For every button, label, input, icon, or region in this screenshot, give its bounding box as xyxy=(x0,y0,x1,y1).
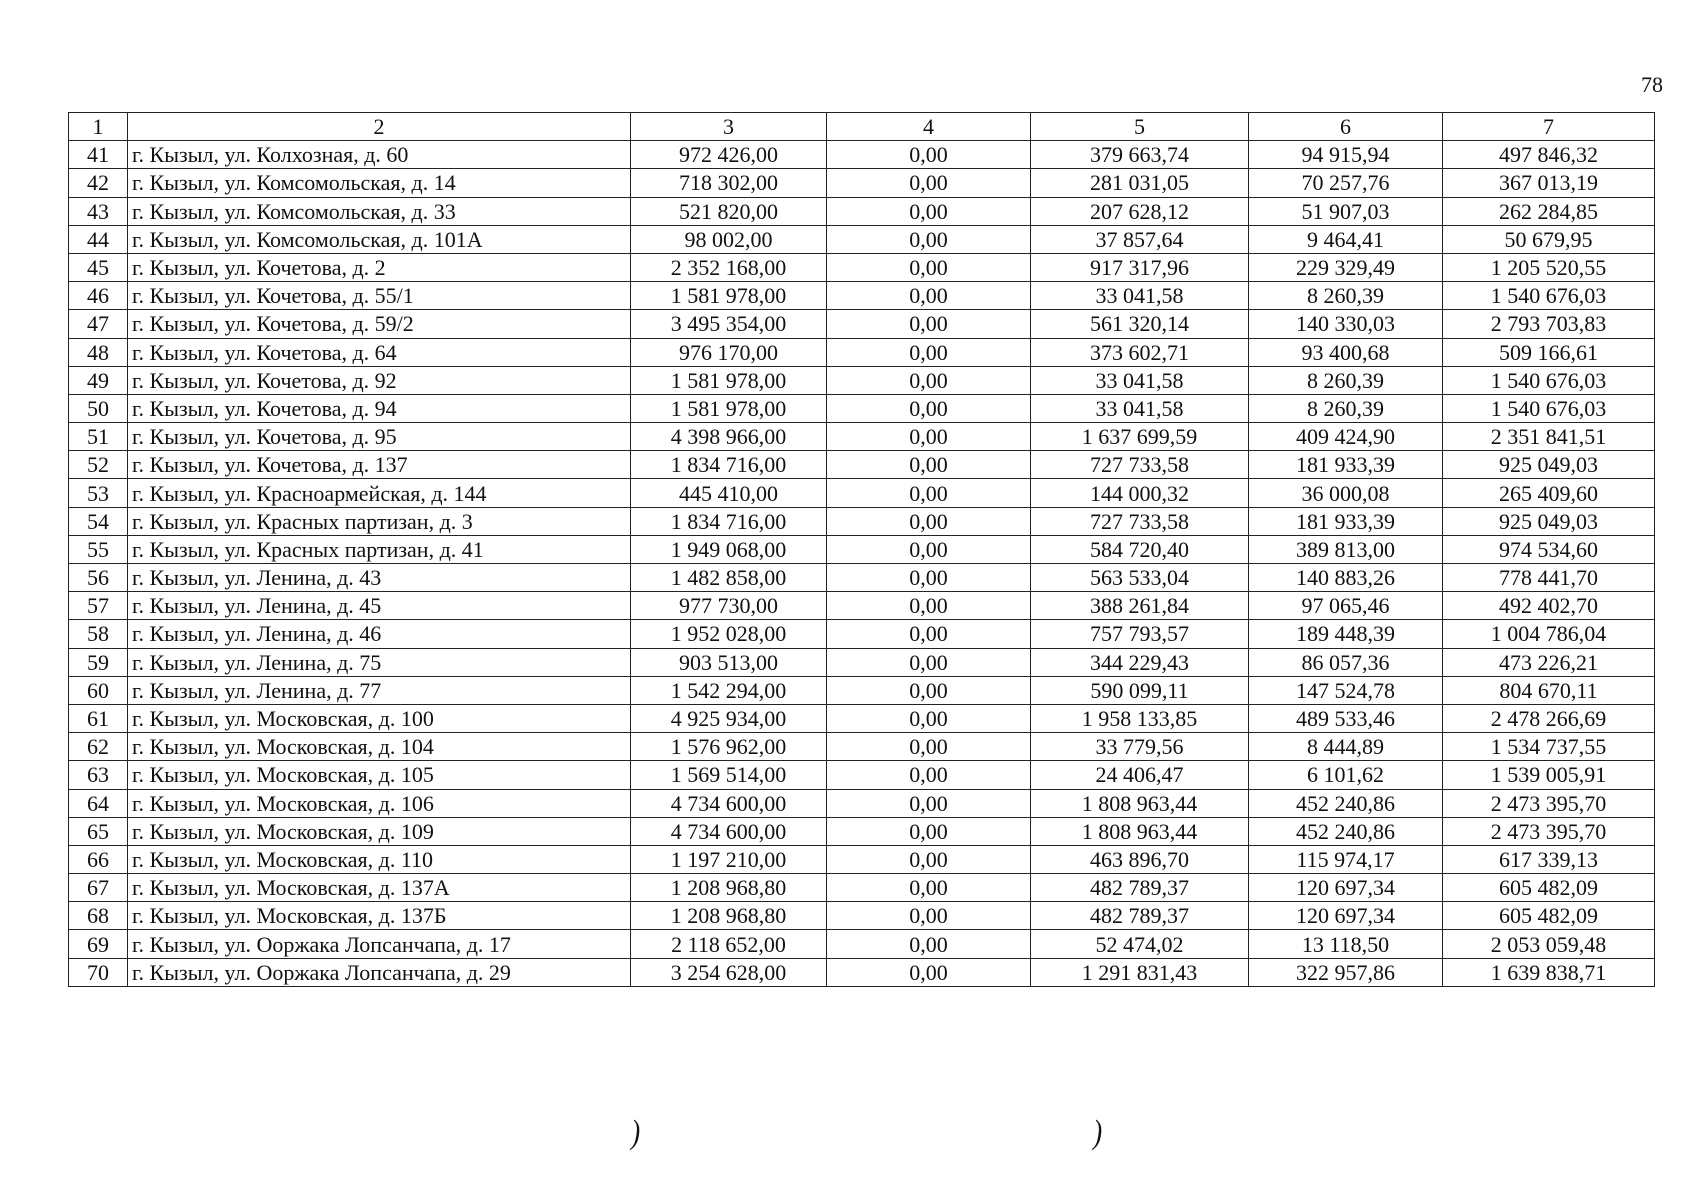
value-col-3-cell: 1 208 968,80 xyxy=(631,874,827,902)
value-col-5-cell: 373 602,71 xyxy=(1031,338,1249,366)
value-col-7-cell: 1 540 676,03 xyxy=(1443,366,1655,394)
value-col-3-cell: 903 513,00 xyxy=(631,648,827,676)
value-col-7-cell: 778 441,70 xyxy=(1443,564,1655,592)
value-col-6-cell: 36 000,08 xyxy=(1249,479,1443,507)
address-cell: г. Кызыл, ул. Красноармейская, д. 144 xyxy=(128,479,631,507)
table-row xyxy=(69,451,1655,479)
address-cell: г. Кызыл, ул. Комсомольская, д. 101А xyxy=(128,225,631,253)
row-number-cell: 67 xyxy=(69,874,128,902)
table-row xyxy=(69,817,1655,845)
row-number-cell: 49 xyxy=(69,366,128,394)
row-number-cell: 50 xyxy=(69,394,128,422)
value-col-5-cell: 561 320,14 xyxy=(1031,310,1249,338)
value-col-5-cell: 1 291 831,43 xyxy=(1031,958,1249,986)
value-col-5-cell: 144 000,32 xyxy=(1031,479,1249,507)
value-col-5-cell: 388 261,84 xyxy=(1031,592,1249,620)
row-number-cell: 54 xyxy=(69,507,128,535)
value-col-4-cell: 0,00 xyxy=(827,874,1031,902)
value-col-5-cell: 1 637 699,59 xyxy=(1031,423,1249,451)
address-cell: г. Кызыл, ул. Ленина, д. 75 xyxy=(128,648,631,676)
row-number-cell: 61 xyxy=(69,704,128,732)
value-col-5-cell: 33 779,56 xyxy=(1031,733,1249,761)
address-cell: г. Кызыл, ул. Московская, д. 137Б xyxy=(128,902,631,930)
value-col-4-cell: 0,00 xyxy=(827,592,1031,620)
value-col-4-cell: 0,00 xyxy=(827,394,1031,422)
value-col-7-cell: 2 351 841,51 xyxy=(1443,423,1655,451)
value-col-5-cell: 1 808 963,44 xyxy=(1031,817,1249,845)
address-cell: г. Кызыл, ул. Комсомольская, д. 33 xyxy=(128,197,631,225)
value-col-6-cell: 94 915,94 xyxy=(1249,141,1443,169)
value-col-7-cell: 1 539 005,91 xyxy=(1443,761,1655,789)
table-row xyxy=(69,535,1655,563)
value-col-6-cell: 452 240,86 xyxy=(1249,789,1443,817)
value-col-6-cell: 120 697,34 xyxy=(1249,902,1443,930)
column-header-7: 7 xyxy=(1443,113,1655,141)
value-col-4-cell: 0,00 xyxy=(827,169,1031,197)
table-row xyxy=(69,507,1655,535)
value-col-4-cell: 0,00 xyxy=(827,282,1031,310)
address-cell: г. Кызыл, ул. Комсомольская, д. 14 xyxy=(128,169,631,197)
value-col-6-cell: 93 400,68 xyxy=(1249,338,1443,366)
value-col-4-cell: 0,00 xyxy=(827,902,1031,930)
value-col-7-cell: 2 793 703,83 xyxy=(1443,310,1655,338)
value-col-5-cell: 281 031,05 xyxy=(1031,169,1249,197)
value-col-7-cell: 367 013,19 xyxy=(1443,169,1655,197)
table-row xyxy=(69,394,1655,422)
table-row xyxy=(69,620,1655,648)
value-col-4-cell: 0,00 xyxy=(827,197,1031,225)
value-col-6-cell: 389 813,00 xyxy=(1249,535,1443,563)
row-number-cell: 59 xyxy=(69,648,128,676)
address-cell: г. Кызыл, ул. Московская, д. 104 xyxy=(128,733,631,761)
value-col-5-cell: 52 474,02 xyxy=(1031,930,1249,958)
value-col-7-cell: 2 053 059,48 xyxy=(1443,930,1655,958)
value-col-7-cell: 473 226,21 xyxy=(1443,648,1655,676)
column-header-4: 4 xyxy=(827,113,1031,141)
row-number-cell: 68 xyxy=(69,902,128,930)
address-cell: г. Кызыл, ул. Кочетова, д. 2 xyxy=(128,253,631,281)
value-col-6-cell: 70 257,76 xyxy=(1249,169,1443,197)
address-cell: г. Кызыл, ул. Кочетова, д. 55/1 xyxy=(128,282,631,310)
value-col-3-cell: 1 581 978,00 xyxy=(631,394,827,422)
value-col-5-cell: 344 229,43 xyxy=(1031,648,1249,676)
value-col-7-cell: 1 534 737,55 xyxy=(1443,733,1655,761)
table-row xyxy=(69,141,1655,169)
address-cell: г. Кызыл, ул. Ооржака Лопсанчапа, д. 17 xyxy=(128,930,631,958)
row-number-cell: 52 xyxy=(69,451,128,479)
value-col-3-cell: 3 254 628,00 xyxy=(631,958,827,986)
value-col-7-cell: 617 339,13 xyxy=(1443,845,1655,873)
value-col-3-cell: 2 352 168,00 xyxy=(631,253,827,281)
value-col-7-cell: 925 049,03 xyxy=(1443,451,1655,479)
value-col-7-cell: 605 482,09 xyxy=(1443,902,1655,930)
value-col-4-cell: 0,00 xyxy=(827,366,1031,394)
value-col-4-cell: 0,00 xyxy=(827,648,1031,676)
row-number-cell: 48 xyxy=(69,338,128,366)
address-cell: г. Кызыл, ул. Колхозная, д. 60 xyxy=(128,141,631,169)
value-col-3-cell: 1 581 978,00 xyxy=(631,282,827,310)
value-col-4-cell: 0,00 xyxy=(827,507,1031,535)
value-col-6-cell: 147 524,78 xyxy=(1249,676,1443,704)
row-number-cell: 63 xyxy=(69,761,128,789)
value-col-3-cell: 1 197 210,00 xyxy=(631,845,827,873)
value-col-6-cell: 120 697,34 xyxy=(1249,874,1443,902)
value-col-5-cell: 917 317,96 xyxy=(1031,253,1249,281)
value-col-4-cell: 0,00 xyxy=(827,620,1031,648)
value-col-6-cell: 8 260,39 xyxy=(1249,394,1443,422)
table-row xyxy=(69,902,1655,930)
table-row xyxy=(69,676,1655,704)
address-cell: г. Кызыл, ул. Кочетова, д. 137 xyxy=(128,451,631,479)
value-col-3-cell: 4 925 934,00 xyxy=(631,704,827,732)
value-col-7-cell: 925 049,03 xyxy=(1443,507,1655,535)
value-col-6-cell: 13 118,50 xyxy=(1249,930,1443,958)
value-col-5-cell: 24 406,47 xyxy=(1031,761,1249,789)
value-col-3-cell: 1 542 294,00 xyxy=(631,676,827,704)
row-number-cell: 62 xyxy=(69,733,128,761)
value-col-5-cell: 463 896,70 xyxy=(1031,845,1249,873)
table-row xyxy=(69,958,1655,986)
value-col-4-cell: 0,00 xyxy=(827,310,1031,338)
value-col-3-cell: 1 949 068,00 xyxy=(631,535,827,563)
address-cell: г. Кызыл, ул. Московская, д. 110 xyxy=(128,845,631,873)
value-col-4-cell: 0,00 xyxy=(827,958,1031,986)
row-number-cell: 64 xyxy=(69,789,128,817)
value-col-6-cell: 322 957,86 xyxy=(1249,958,1443,986)
row-number-cell: 65 xyxy=(69,817,128,845)
row-number-cell: 70 xyxy=(69,958,128,986)
value-col-7-cell: 2 478 266,69 xyxy=(1443,704,1655,732)
table-row xyxy=(69,197,1655,225)
table-row xyxy=(69,479,1655,507)
value-col-5-cell: 379 663,74 xyxy=(1031,141,1249,169)
column-header-2: 2 xyxy=(128,113,631,141)
row-number-cell: 42 xyxy=(69,169,128,197)
value-col-4-cell: 0,00 xyxy=(827,704,1031,732)
row-number-cell: 44 xyxy=(69,225,128,253)
row-number-cell: 56 xyxy=(69,564,128,592)
value-col-4-cell: 0,00 xyxy=(827,845,1031,873)
table-row xyxy=(69,366,1655,394)
value-col-4-cell: 0,00 xyxy=(827,423,1031,451)
table-body xyxy=(69,141,1655,987)
value-col-3-cell: 1 208 968,80 xyxy=(631,902,827,930)
value-col-5-cell: 33 041,58 xyxy=(1031,282,1249,310)
address-cell: г. Кызыл, ул. Кочетова, д. 95 xyxy=(128,423,631,451)
value-col-6-cell: 6 101,62 xyxy=(1249,761,1443,789)
row-number-cell: 53 xyxy=(69,479,128,507)
value-col-6-cell: 181 933,39 xyxy=(1249,451,1443,479)
value-col-3-cell: 4 398 966,00 xyxy=(631,423,827,451)
value-col-7-cell: 509 166,61 xyxy=(1443,338,1655,366)
value-col-7-cell: 492 402,70 xyxy=(1443,592,1655,620)
value-col-7-cell: 804 670,11 xyxy=(1443,676,1655,704)
value-col-5-cell: 727 733,58 xyxy=(1031,507,1249,535)
value-col-4-cell: 0,00 xyxy=(827,253,1031,281)
value-col-5-cell: 482 789,37 xyxy=(1031,874,1249,902)
value-col-4-cell: 0,00 xyxy=(827,479,1031,507)
table-row xyxy=(69,733,1655,761)
value-col-5-cell: 207 628,12 xyxy=(1031,197,1249,225)
value-col-6-cell: 97 065,46 xyxy=(1249,592,1443,620)
value-col-4-cell: 0,00 xyxy=(827,733,1031,761)
row-number-cell: 41 xyxy=(69,141,128,169)
row-number-cell: 60 xyxy=(69,676,128,704)
address-cell: г. Кызыл, ул. Красных партизан, д. 3 xyxy=(128,507,631,535)
value-col-6-cell: 51 907,03 xyxy=(1249,197,1443,225)
value-col-7-cell: 265 409,60 xyxy=(1443,479,1655,507)
value-col-5-cell: 584 720,40 xyxy=(1031,535,1249,563)
value-col-6-cell: 8 444,89 xyxy=(1249,733,1443,761)
row-number-cell: 46 xyxy=(69,282,128,310)
table-row xyxy=(69,874,1655,902)
value-col-6-cell: 229 329,49 xyxy=(1249,253,1443,281)
value-col-7-cell: 605 482,09 xyxy=(1443,874,1655,902)
value-col-3-cell: 972 426,00 xyxy=(631,141,827,169)
value-col-3-cell: 1 576 962,00 xyxy=(631,733,827,761)
value-col-6-cell: 140 330,03 xyxy=(1249,310,1443,338)
value-col-6-cell: 189 448,39 xyxy=(1249,620,1443,648)
handwritten-mark: ) xyxy=(631,1114,641,1151)
address-cell: г. Кызыл, ул. Ооржака Лопсанчапа, д. 29 xyxy=(128,958,631,986)
value-col-3-cell: 4 734 600,00 xyxy=(631,817,827,845)
value-col-7-cell: 1 205 520,55 xyxy=(1443,253,1655,281)
value-col-4-cell: 0,00 xyxy=(827,817,1031,845)
value-col-3-cell: 521 820,00 xyxy=(631,197,827,225)
address-cell: г. Кызыл, ул. Кочетова, д. 64 xyxy=(128,338,631,366)
header-row xyxy=(69,113,1655,141)
table-row xyxy=(69,253,1655,281)
table-row xyxy=(69,564,1655,592)
value-col-3-cell: 1 569 514,00 xyxy=(631,761,827,789)
table-row xyxy=(69,592,1655,620)
table-row xyxy=(69,930,1655,958)
value-col-6-cell: 8 260,39 xyxy=(1249,282,1443,310)
value-col-4-cell: 0,00 xyxy=(827,141,1031,169)
table-row xyxy=(69,648,1655,676)
handwritten-mark: ) xyxy=(1093,1114,1103,1151)
table-row xyxy=(69,310,1655,338)
value-col-7-cell: 1 004 786,04 xyxy=(1443,620,1655,648)
table-row xyxy=(69,704,1655,732)
value-col-7-cell: 974 534,60 xyxy=(1443,535,1655,563)
value-col-4-cell: 0,00 xyxy=(827,676,1031,704)
value-col-4-cell: 0,00 xyxy=(827,789,1031,817)
value-col-5-cell: 757 793,57 xyxy=(1031,620,1249,648)
value-col-6-cell: 140 883,26 xyxy=(1249,564,1443,592)
column-header-1: 1 xyxy=(69,113,128,141)
value-col-4-cell: 0,00 xyxy=(827,535,1031,563)
value-col-6-cell: 181 933,39 xyxy=(1249,507,1443,535)
value-col-7-cell: 1 639 838,71 xyxy=(1443,958,1655,986)
value-col-4-cell: 0,00 xyxy=(827,451,1031,479)
table-row xyxy=(69,423,1655,451)
value-col-3-cell: 3 495 354,00 xyxy=(631,310,827,338)
row-number-cell: 55 xyxy=(69,535,128,563)
address-cell: г. Кызыл, ул. Кочетова, д. 92 xyxy=(128,366,631,394)
value-col-6-cell: 489 533,46 xyxy=(1249,704,1443,732)
table-row xyxy=(69,225,1655,253)
address-cell: г. Кызыл, ул. Красных партизан, д. 41 xyxy=(128,535,631,563)
table-row xyxy=(69,282,1655,310)
row-number-cell: 51 xyxy=(69,423,128,451)
row-number-cell: 66 xyxy=(69,845,128,873)
value-col-3-cell: 2 118 652,00 xyxy=(631,930,827,958)
address-cell: г. Кызыл, ул. Московская, д. 100 xyxy=(128,704,631,732)
value-col-7-cell: 497 846,32 xyxy=(1443,141,1655,169)
value-col-6-cell: 409 424,90 xyxy=(1249,423,1443,451)
value-col-6-cell: 115 974,17 xyxy=(1249,845,1443,873)
value-col-5-cell: 563 533,04 xyxy=(1031,564,1249,592)
value-col-3-cell: 976 170,00 xyxy=(631,338,827,366)
address-cell: г. Кызыл, ул. Ленина, д. 45 xyxy=(128,592,631,620)
address-cell: г. Кызыл, ул. Московская, д. 105 xyxy=(128,761,631,789)
address-cell: г. Кызыл, ул. Ленина, д. 77 xyxy=(128,676,631,704)
table-row xyxy=(69,338,1655,366)
value-col-5-cell: 37 857,64 xyxy=(1031,225,1249,253)
address-cell: г. Кызыл, ул. Московская, д. 106 xyxy=(128,789,631,817)
value-col-5-cell: 33 041,58 xyxy=(1031,394,1249,422)
column-header-5: 5 xyxy=(1031,113,1249,141)
value-col-5-cell: 482 789,37 xyxy=(1031,902,1249,930)
value-col-3-cell: 1 952 028,00 xyxy=(631,620,827,648)
row-number-cell: 57 xyxy=(69,592,128,620)
row-number-cell: 58 xyxy=(69,620,128,648)
value-col-4-cell: 0,00 xyxy=(827,338,1031,366)
address-cell: г. Кызыл, ул. Ленина, д. 46 xyxy=(128,620,631,648)
value-col-3-cell: 1 581 978,00 xyxy=(631,366,827,394)
row-number-cell: 43 xyxy=(69,197,128,225)
value-col-3-cell: 977 730,00 xyxy=(631,592,827,620)
value-col-3-cell: 1 834 716,00 xyxy=(631,451,827,479)
value-col-3-cell: 98 002,00 xyxy=(631,225,827,253)
address-cell: г. Кызыл, ул. Ленина, д. 43 xyxy=(128,564,631,592)
value-col-6-cell: 86 057,36 xyxy=(1249,648,1443,676)
address-cell: г. Кызыл, ул. Кочетова, д. 59/2 xyxy=(128,310,631,338)
value-col-3-cell: 4 734 600,00 xyxy=(631,789,827,817)
table-row xyxy=(69,789,1655,817)
value-col-5-cell: 33 041,58 xyxy=(1031,366,1249,394)
value-col-5-cell: 727 733,58 xyxy=(1031,451,1249,479)
value-col-3-cell: 1 834 716,00 xyxy=(631,507,827,535)
value-col-3-cell: 1 482 858,00 xyxy=(631,564,827,592)
value-col-4-cell: 0,00 xyxy=(827,930,1031,958)
value-col-7-cell: 50 679,95 xyxy=(1443,225,1655,253)
column-header-6: 6 xyxy=(1249,113,1443,141)
value-col-4-cell: 0,00 xyxy=(827,564,1031,592)
value-col-7-cell: 1 540 676,03 xyxy=(1443,282,1655,310)
value-col-7-cell: 2 473 395,70 xyxy=(1443,817,1655,845)
address-cell: г. Кызыл, ул. Московская, д. 137А xyxy=(128,874,631,902)
row-number-cell: 69 xyxy=(69,930,128,958)
value-col-4-cell: 0,00 xyxy=(827,761,1031,789)
value-col-7-cell: 2 473 395,70 xyxy=(1443,789,1655,817)
address-cell: г. Кызыл, ул. Московская, д. 109 xyxy=(128,817,631,845)
column-header-3: 3 xyxy=(631,113,827,141)
register-table xyxy=(68,112,1655,987)
row-number-cell: 47 xyxy=(69,310,128,338)
table-row xyxy=(69,169,1655,197)
value-col-7-cell: 1 540 676,03 xyxy=(1443,394,1655,422)
value-col-6-cell: 9 464,41 xyxy=(1249,225,1443,253)
value-col-5-cell: 1 808 963,44 xyxy=(1031,789,1249,817)
value-col-3-cell: 445 410,00 xyxy=(631,479,827,507)
address-cell: г. Кызыл, ул. Кочетова, д. 94 xyxy=(128,394,631,422)
table-row xyxy=(69,845,1655,873)
value-col-5-cell: 1 958 133,85 xyxy=(1031,704,1249,732)
value-col-6-cell: 452 240,86 xyxy=(1249,817,1443,845)
table-row xyxy=(69,761,1655,789)
value-col-6-cell: 8 260,39 xyxy=(1249,366,1443,394)
row-number-cell: 45 xyxy=(69,253,128,281)
page-number: 78 xyxy=(1641,72,1663,97)
value-col-7-cell: 262 284,85 xyxy=(1443,197,1655,225)
value-col-4-cell: 0,00 xyxy=(827,225,1031,253)
value-col-5-cell: 590 099,11 xyxy=(1031,676,1249,704)
value-col-3-cell: 718 302,00 xyxy=(631,169,827,197)
